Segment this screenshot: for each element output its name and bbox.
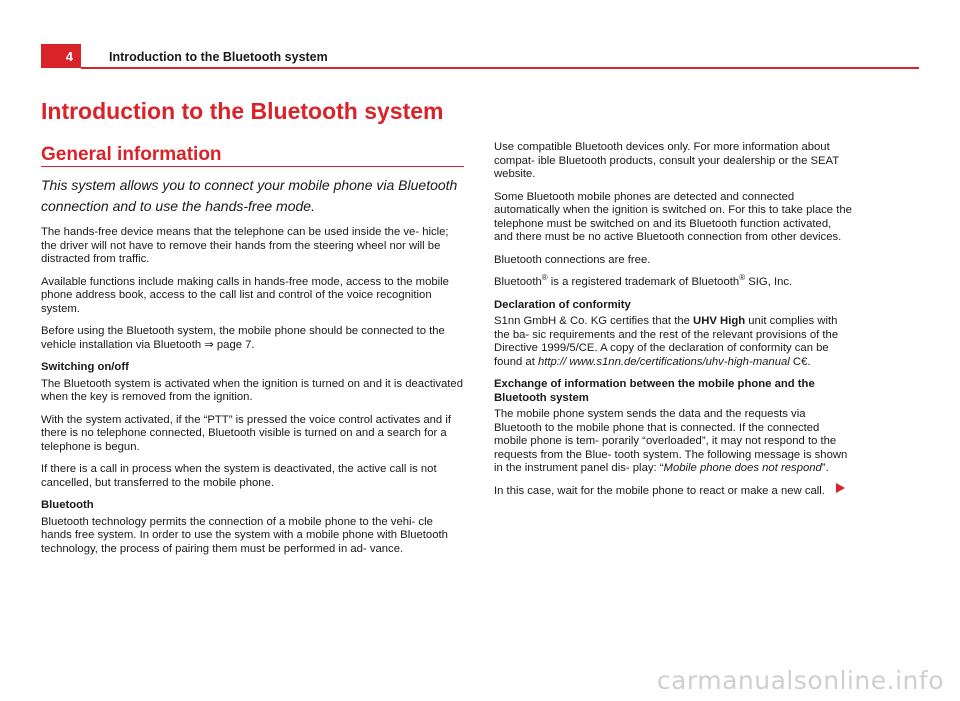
ce-mark: C€. [789, 355, 811, 368]
section-title: General information [41, 144, 222, 165]
functions-paragraph: Available functions include making calls in hands-free mode, access to the mobile phone address book, access to the call list and control of the voice recognition system. [41, 275, 449, 315]
declaration-text: unit complies with the ba- sic requirements and the rest of the relevant provisions of the Directive 1999/5/CE. A copy of the declaration of conformity can be found at [494, 315, 839, 368]
watermark: carmanualsonline.info [656, 666, 944, 695]
continue-arrow-icon [836, 483, 845, 493]
ptt-paragraph: With the system activated, if the “PTT” is pressed the voice control activates and if there is no telephone connected, Bluetooth visible is turned on and a search for a telephone is begun. [41, 413, 451, 453]
left-column [41, 175, 464, 565]
chapter-title: Introduction to the Bluetooth system [41, 98, 444, 124]
intro-paragraph: This system allows you to connect your mobile phone via Bluetooth connection and to use the hands-free mode. [41, 177, 458, 214]
switching-heading: Switching on/off [41, 361, 129, 373]
hands-free-paragraph: The hands-free device means that the telephone can be used inside the ve- hicle; the driver will not have to remove their hands from the steering wheel nor will be distracted from traffic. [41, 226, 449, 265]
declaration-text: S1nn GmbH & Co. KG certifies that the [494, 315, 694, 327]
call-in-process-paragraph: If there is a call in process when the system is deactivated, the active call is not cancelled, but transferred to the mobile phone. [41, 463, 437, 489]
trademark-paragraph [494, 273, 852, 290]
header-divider [81, 67, 919, 69]
exchange-paragraph [494, 408, 852, 476]
trademark-text: SIG, Inc. [745, 276, 793, 288]
declaration-paragraph [494, 315, 852, 369]
connections-free-paragraph: Bluetooth connections are free. [494, 253, 651, 266]
before-using-paragraph: Before using the Bluetooth system, the mobile phone should be connected to the vehicle installation via Bluetooth ⇒ page 7. [41, 325, 445, 351]
declaration-heading: Declaration of conformity [494, 298, 631, 311]
page-number: 4 [41, 44, 81, 68]
product-name: UHV High [693, 315, 746, 327]
exchange-text: ”. [821, 462, 829, 474]
right-column [494, 141, 852, 507]
bluetooth-heading: Bluetooth [41, 499, 94, 511]
registered-mark: ® [541, 273, 548, 283]
exchange-heading: Exchange of information between the mobile phone and the Bluetooth system [494, 378, 815, 404]
bluetooth-technology-paragraph: Bluetooth technology permits the connection of a mobile phone to the vehi- cle hands free system. In order to use the system with a mobile phone with Bluetooth technology, the process of pairing them must be performed in ad- vance. [41, 515, 448, 555]
activation-paragraph: The Bluetooth system is activated when the ignition is turned on and it is deactivated when the key is removed from the ignition. [41, 377, 463, 403]
exchange-text: The mobile phone system sends the data and the requests via Bluetooth to the mobile phone that is connected. If the connected mobile phone is tem- porarily “overloaded”, it may not respond to the requests from the Blue- tooth system. The following message is shown in the instrument panel dis- play: “ [494, 408, 848, 474]
compatible-devices-paragraph: Use compatible Bluetooth devices only. For more information about compat- ible Bluetooth products, consult your dealership or the SEAT website. [494, 141, 839, 180]
display-message: Mobile phone does not respond [663, 462, 822, 474]
auto-connect-paragraph: Some Bluetooth mobile phones are detected and connected automatically when the ignition is switched on. For this to take place the telephone must be switched on and its Bluetooth function activated, and there must be no active Bluetooth connection from other devices. [494, 190, 852, 243]
wait-paragraph: In this case, wait for the mobile phone to react or make a new call. [494, 484, 825, 497]
declaration-url-link[interactable]: http:// www.s1nn.de/certifications/uhv-high-manual [537, 355, 790, 368]
running-header-title: Introduction to the Bluetooth system [109, 50, 328, 64]
trademark-text: Bluetooth [494, 276, 542, 288]
section-divider [41, 166, 464, 167]
registered-mark: ® [739, 273, 746, 283]
trademark-text: is a registered trademark of Bluetooth [547, 276, 740, 288]
